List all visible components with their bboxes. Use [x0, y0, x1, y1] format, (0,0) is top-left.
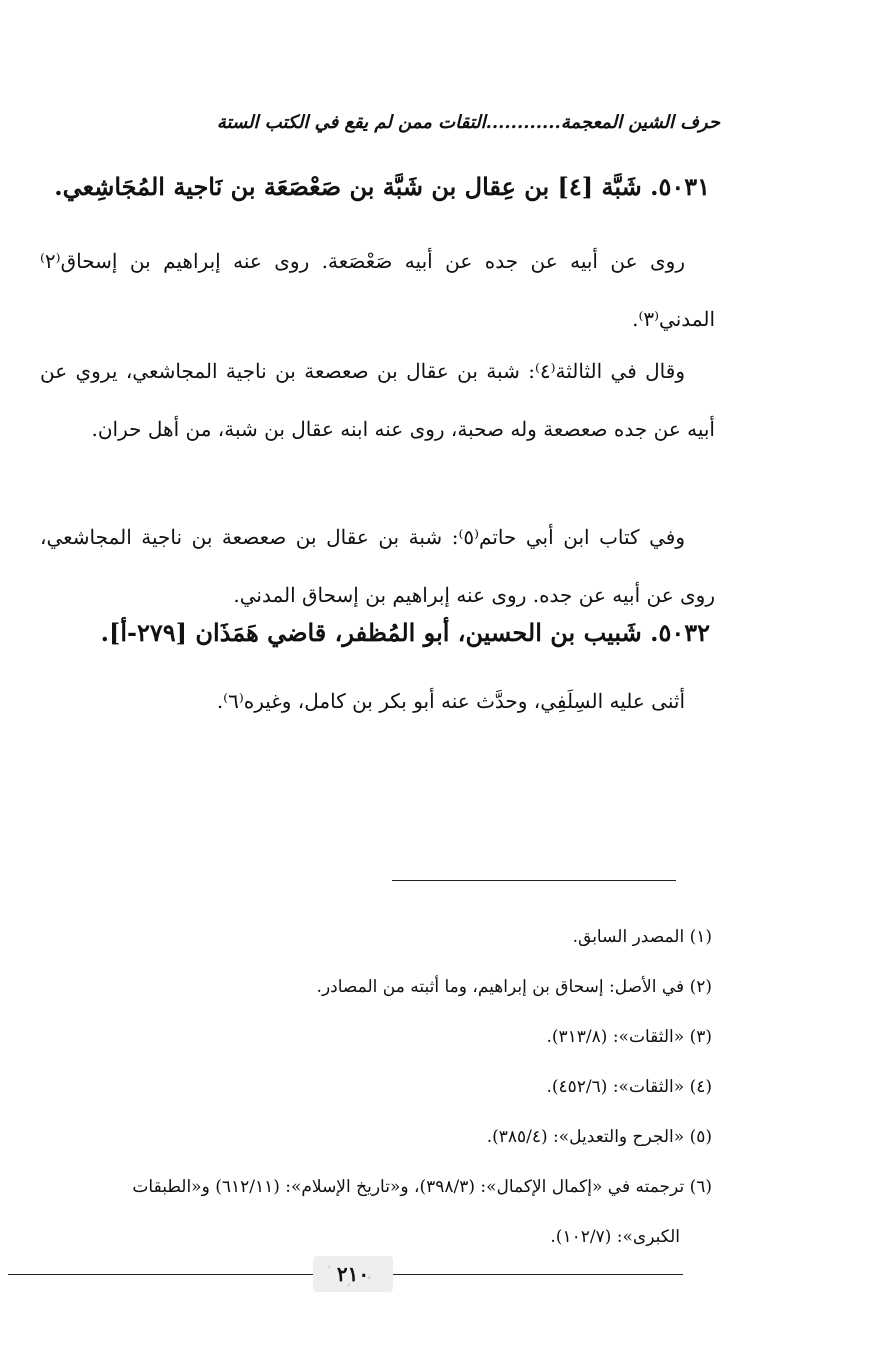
bottom-rule-left [8, 1274, 313, 1275]
footnote: (٦) ترجمته في «إكمال الإكمال»: (٣٩٨/٣)، و«تاريخ الإسلام»: (٦١٢/١١) و«الطبقات [132, 1177, 712, 1197]
entry-paragraph: روى عن أبيه عن جده عن أبيه صَعْصَعة. روى عنه إبراهيم بن إسحاق⁽٢⁾ المدني⁽٣⁾. [40, 249, 715, 331]
footnote: (٥) «الجرح والتعديل»: (٣٨٥/٤). [486, 1127, 712, 1147]
entry-heading-5031: ٥٠٣١. شَبَّة [٤] بن عِقال بن شَبَّة بن صَعْصَعَة بن نَاجية المُجَاشِعي. [54, 172, 710, 201]
page-number: ٢١٠ [313, 1256, 393, 1292]
footnote: (٣) «الثقات»: (٣١٣/٨). [546, 1027, 712, 1047]
footnote: (٢) في الأصل: إسحاق بن إبراهيم، وما أثبته من المصادر. [316, 977, 712, 997]
footnote: (٤) «الثقات»: (٤٥٢/٦). [546, 1077, 712, 1097]
entry-heading-5032: ٥٠٣٢. شَبيب بن الحسين، أبو المُظفر، قاضي هَمَذَان [٢٧٩-أ]. [100, 618, 710, 647]
footnote: الكبرى»: (١٠٢/٧). [550, 1227, 680, 1247]
bottom-rule-right [393, 1274, 683, 1275]
entry-paragraph: وقال في الثالثة⁽٤⁾: شبة بن عقال بن صعصعة بن ناجية المجاشعي، يروي عن أبيه عن جده صعصعة وله صحبة، روى عنه ابنه عقال بن شبة، من أهل حران. [40, 359, 715, 441]
footnote-separator [392, 880, 676, 881]
entry-paragraph: أثنى عليه السِلَفِي، وحدَّث عنه أبو بكر بن كامل، وغيره⁽٦⁾. [216, 689, 685, 713]
entry-paragraph: وفي كتاب ابن أبي حاتم⁽٥⁾: شبة بن عقال بن صعصعة بن ناجية المجاشعي، روى عن أبيه عن جده. روى عنه إبراهيم بن إسحاق المدني. [40, 525, 715, 607]
footnote: (١) المصدر السابق. [572, 927, 712, 947]
running-head: حرف الشين المعجمة............التقات ممن لم يقع في الكتب الستة [216, 112, 720, 133]
